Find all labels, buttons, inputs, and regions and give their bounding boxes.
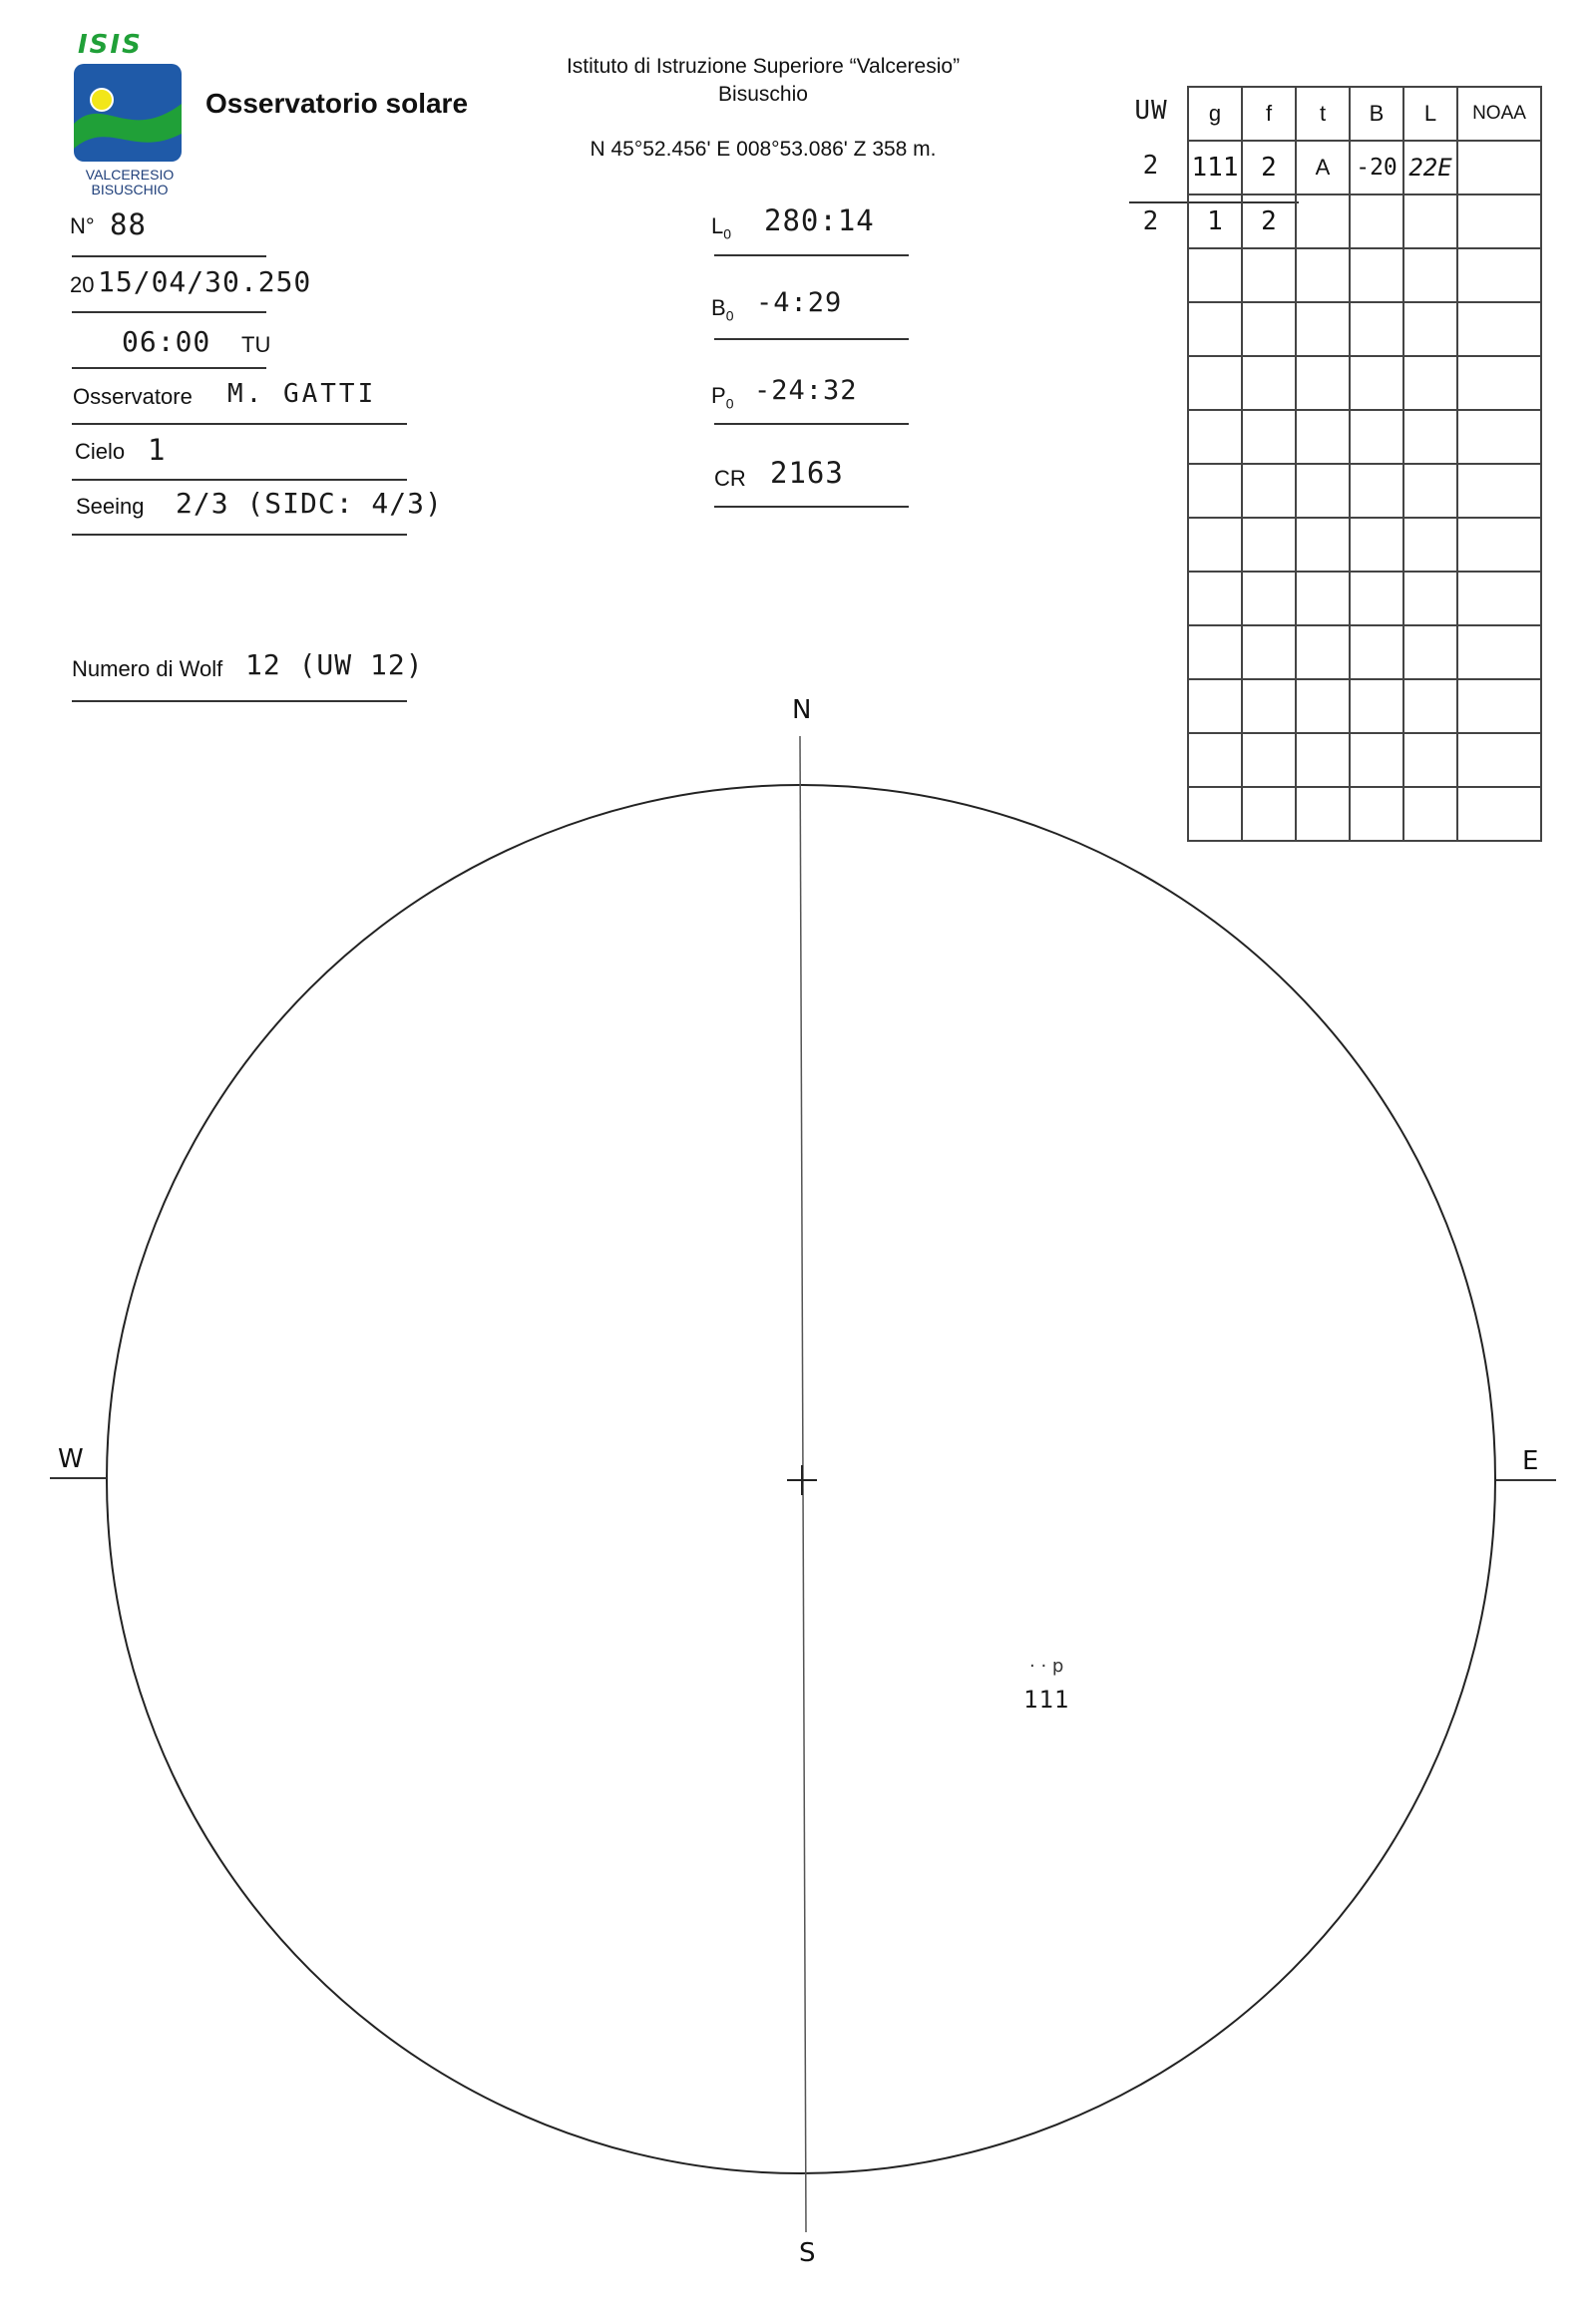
- observatory-coordinates: N 45°52.456' E 008°53.086' Z 358 m.: [590, 138, 937, 161]
- header-noaa: NOAA: [1457, 87, 1541, 141]
- number-label: N°: [70, 213, 95, 238]
- cr-label: CR: [714, 466, 746, 491]
- date-prefix: 20: [70, 272, 95, 297]
- l0-letter: L: [711, 213, 724, 238]
- header-t: t: [1296, 87, 1350, 141]
- sunspot-marks: · · p: [1029, 1656, 1064, 1677]
- l0-subscript: 0: [723, 225, 732, 242]
- uw-header: UW: [1134, 96, 1168, 126]
- cell-g: 111: [1188, 141, 1242, 194]
- institute-town: Bisuschio: [718, 83, 808, 106]
- cell-l: 22E: [1403, 141, 1457, 194]
- header-g: g: [1188, 87, 1242, 141]
- sky-label: Cielo: [75, 439, 126, 464]
- north-label: N: [792, 695, 812, 725]
- l0-value: 280:14: [764, 203, 875, 237]
- cr-value: 2163: [770, 456, 844, 490]
- p0-letter: P: [711, 383, 726, 408]
- cell-b: -20: [1350, 141, 1403, 194]
- wolf-value: 12 (UW 12): [245, 648, 424, 681]
- b0-value: -4:29: [756, 287, 843, 318]
- logo-mark: ISIS: [78, 30, 143, 60]
- south-label: S: [799, 2238, 816, 2268]
- b0-subscript: 0: [725, 307, 734, 324]
- time-suffix: TU: [241, 332, 271, 357]
- p0-value: -24:32: [754, 375, 858, 406]
- time-value: 06:00: [122, 325, 211, 358]
- seeing-value: 2/3 (SIDC: 4/3): [176, 487, 443, 520]
- number-value: 88: [110, 207, 147, 241]
- cell-f: 2: [1242, 141, 1296, 194]
- header-l: L: [1403, 87, 1457, 141]
- seeing-label: Seeing: [76, 494, 145, 519]
- date-value: 15/04/30.250: [98, 265, 312, 298]
- logo-subtitle-2: BISUSCHIO: [91, 182, 169, 197]
- observer-value: M. GATTI: [227, 379, 377, 409]
- cell-g: 1: [1188, 194, 1242, 248]
- page-title: Osservatorio solare: [205, 88, 469, 119]
- cell-f: 2: [1242, 194, 1296, 248]
- uw-row-2: 2: [1142, 206, 1160, 236]
- p0-subscript: 0: [725, 395, 734, 412]
- east-label: E: [1522, 1446, 1539, 1476]
- institute-name: Istituto di Istruzione Superiore “Valceresio”: [566, 55, 961, 78]
- header-f: f: [1242, 87, 1296, 141]
- uw-row-1: 2: [1142, 151, 1160, 181]
- logo-subtitle-1: VALCERESIO: [85, 167, 175, 183]
- sunspot-group-label: 111: [1023, 1686, 1070, 1714]
- wolf-label: Numero di Wolf: [72, 656, 223, 681]
- cell-t: A: [1296, 141, 1350, 194]
- sky-value: 1: [148, 433, 167, 467]
- west-label: W: [58, 1444, 84, 1474]
- observer-label: Osservatore: [73, 384, 193, 409]
- header-b: B: [1350, 87, 1403, 141]
- b0-letter: B: [711, 295, 726, 320]
